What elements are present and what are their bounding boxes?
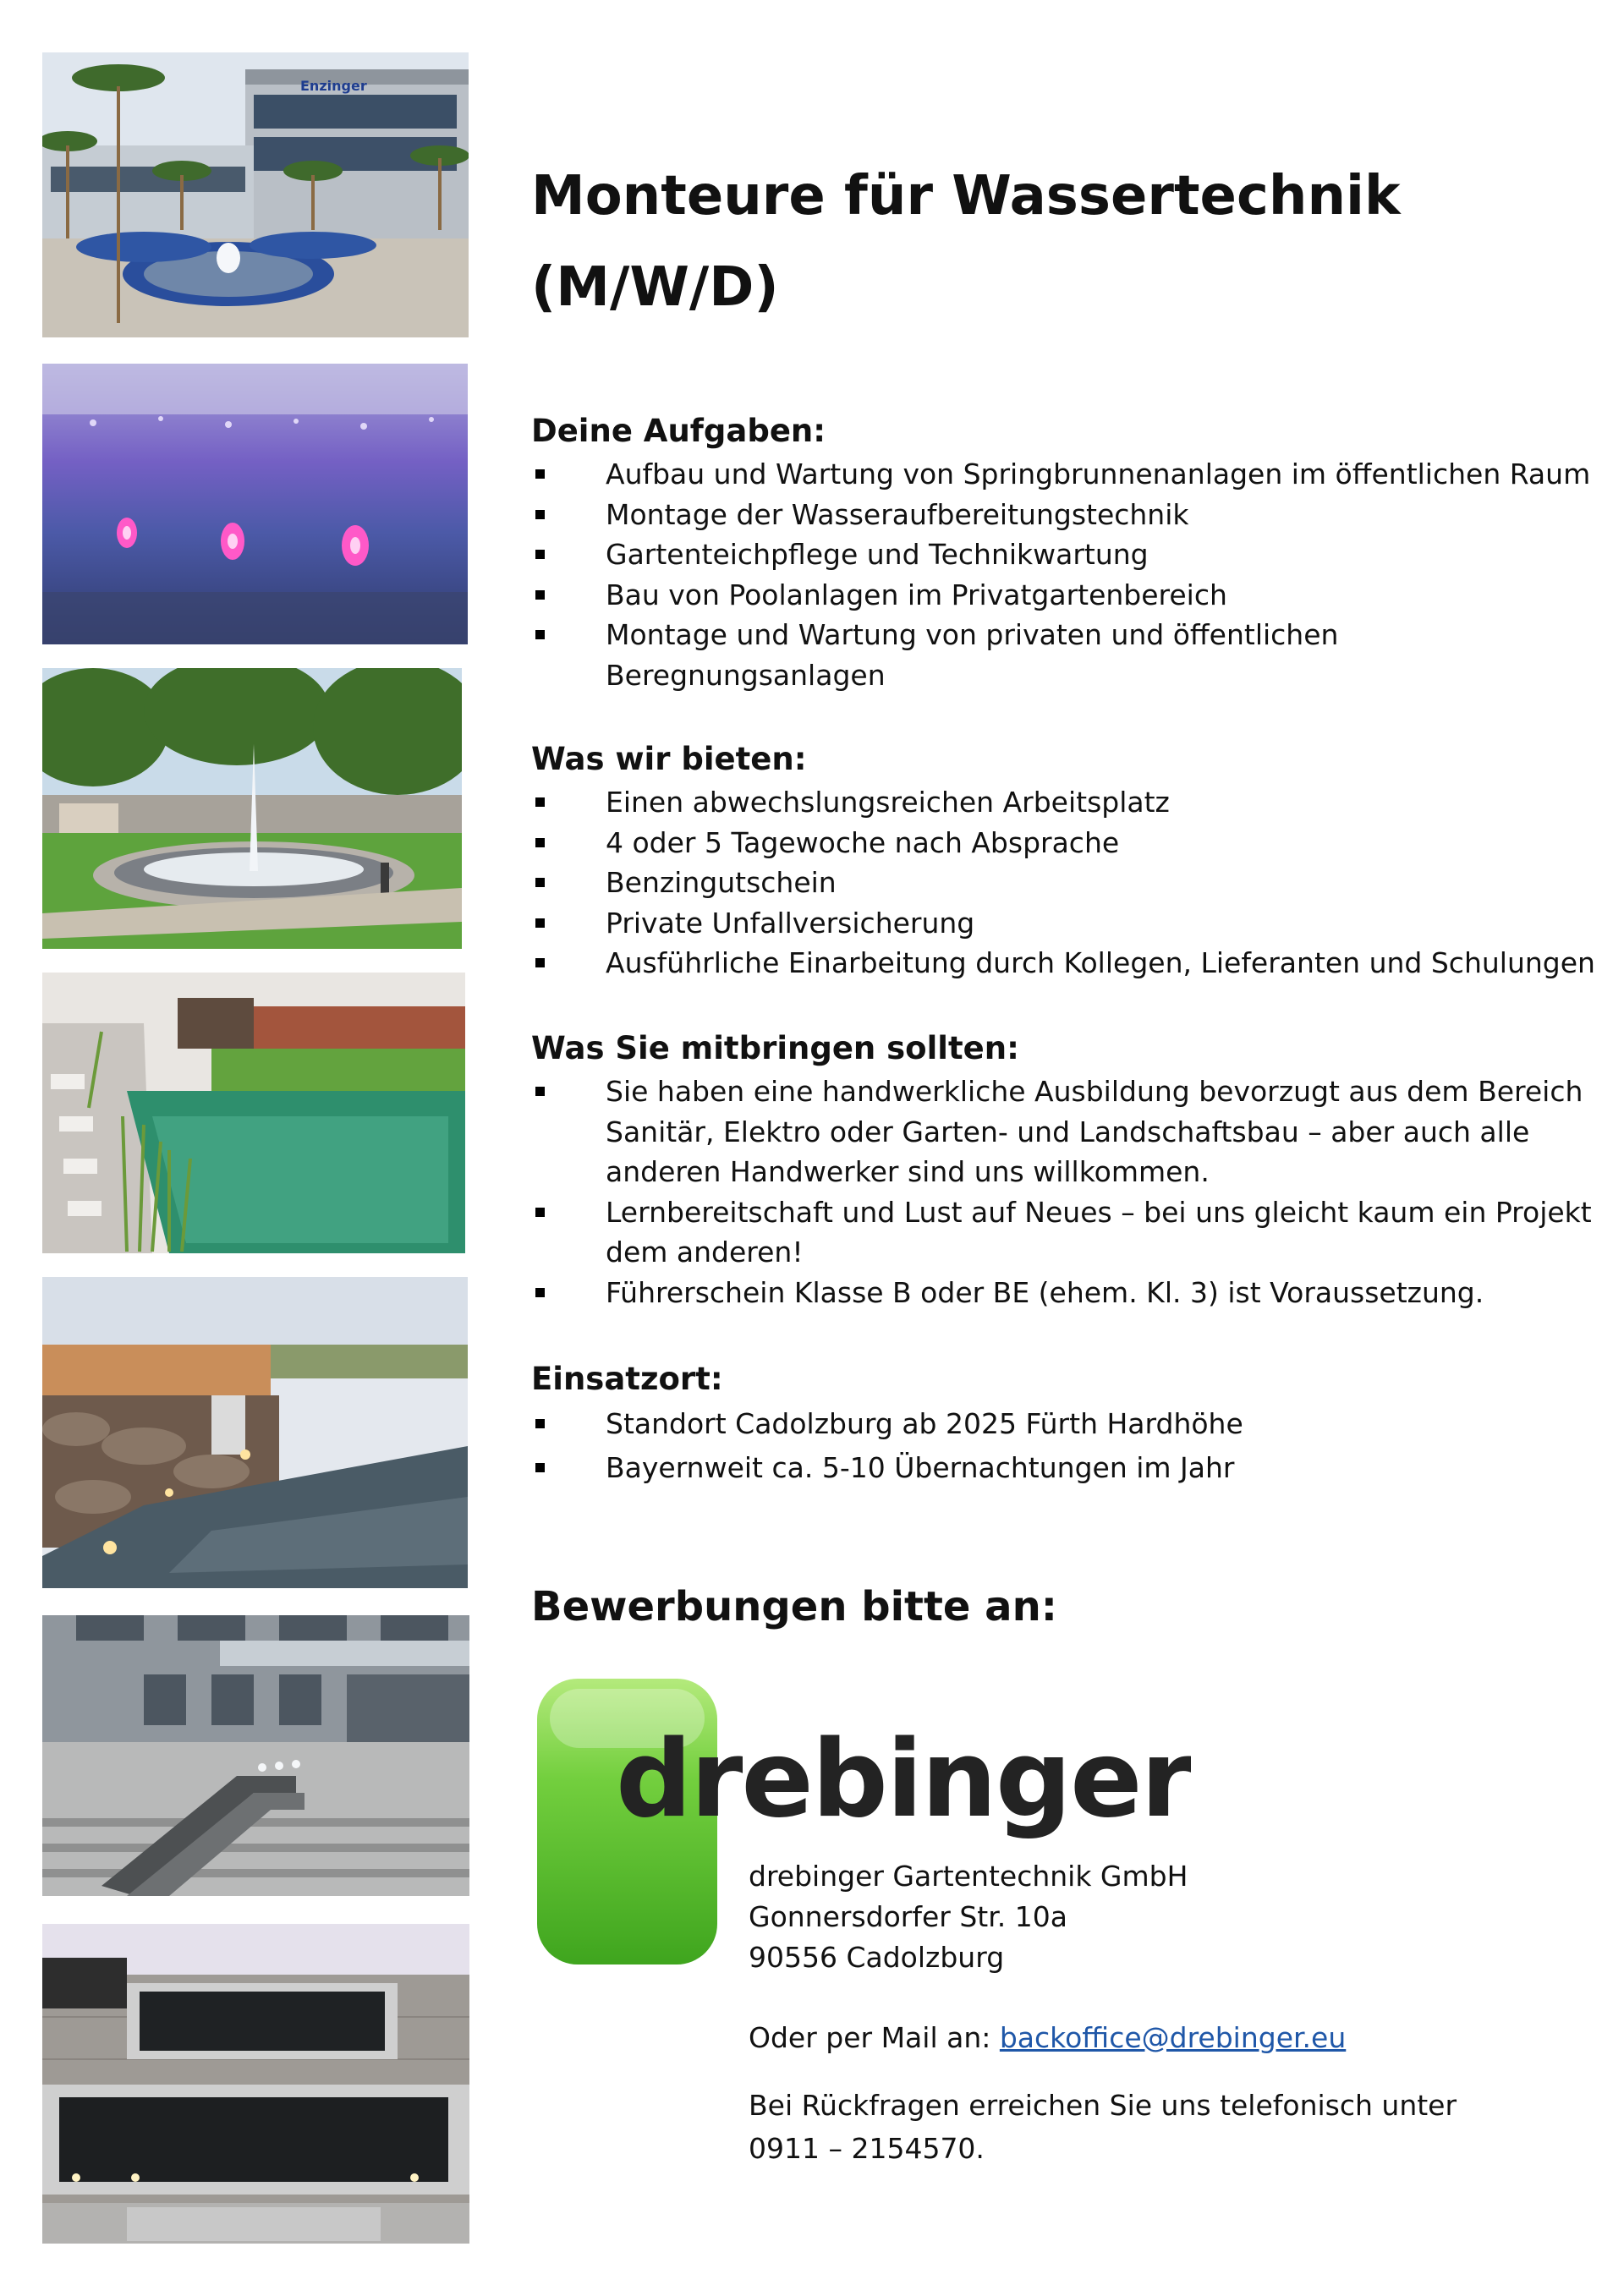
mail-line bbox=[749, 2018, 1346, 2058]
company-city: 90556 Cadolzburg bbox=[749, 1941, 1005, 1974]
photo-enzinger-building bbox=[42, 52, 469, 337]
bullet-icon bbox=[535, 918, 545, 928]
logo-wordmark: drebinger bbox=[616, 1717, 1191, 1841]
section-heading-tasks: Deine Aufgaben: bbox=[531, 413, 826, 449]
photo-park-fountain bbox=[42, 668, 462, 949]
bullet-icon bbox=[535, 469, 545, 479]
list-item: Bau von Poolanlagen im Privatgartenbereich bbox=[531, 575, 1597, 616]
phone-number: 0911 – 2154570. bbox=[749, 2132, 985, 2165]
section-offer bbox=[531, 737, 1597, 984]
photo-terrace-pools bbox=[42, 1924, 469, 2244]
list-item: Private Unfallversicherung bbox=[531, 903, 1597, 944]
mail-prefix: Oder per Mail an: bbox=[749, 2021, 1000, 2054]
bullet-icon bbox=[535, 1288, 545, 1297]
section-location bbox=[531, 1356, 1597, 1490]
photo-column bbox=[0, 0, 508, 2296]
job-title bbox=[531, 151, 1401, 333]
list-item: Montage der Wasseraufbereitungstechnik bbox=[531, 495, 1597, 535]
section-tasks bbox=[531, 408, 1597, 695]
company-street: Gonnersdorfer Str. 10a bbox=[749, 1900, 1067, 1933]
company-address bbox=[749, 1856, 1188, 1978]
photo-underwater-lights bbox=[42, 364, 468, 644]
bullet-icon bbox=[535, 1208, 545, 1217]
apply-heading: Bewerbungen bitte an: bbox=[531, 1583, 1057, 1630]
email-link[interactable]: backoffice@drebinger.eu bbox=[999, 2021, 1347, 2054]
list-item: Einen abwechslungsreichen Arbeitsplatz bbox=[531, 782, 1597, 823]
bullet-icon bbox=[535, 1419, 545, 1428]
list-item: Sie haben eine handwerkliche Ausbildung bevorzugt aus dem Bereich Sanitär, Elektro oder Garten- und Landschaftsbau – aber auch alle anderen Handwerker sind uns willkommen. bbox=[531, 1071, 1597, 1192]
bullet-icon bbox=[535, 630, 545, 639]
section-heading-requirements: Was Sie mitbringen sollten: bbox=[531, 1030, 1019, 1066]
bullet-icon bbox=[535, 958, 545, 967]
list-item: Benzingutschein bbox=[531, 863, 1597, 903]
bullet-icon bbox=[535, 510, 545, 519]
section-heading-offer: Was wir bieten: bbox=[531, 741, 807, 777]
section-heading-location: Einsatzort: bbox=[531, 1361, 723, 1397]
company-name: drebinger Gartentechnik GmbH bbox=[749, 1860, 1188, 1893]
job-title-line-1: Monteure für Wassertechnik bbox=[531, 165, 1401, 227]
phone-contact bbox=[749, 2084, 1457, 2170]
bullet-icon bbox=[535, 838, 545, 847]
list-item: 4 oder 5 Tagewoche nach Absprache bbox=[531, 823, 1597, 863]
building-sign: Enzinger bbox=[300, 78, 367, 94]
list-item: Aufbau und Wartung von Springbrunnenanlagen im öffentlichen Raum bbox=[531, 454, 1597, 495]
phone-intro: Bei Rückfragen erreichen Sie uns telefonisch unter bbox=[749, 2089, 1457, 2122]
bullet-icon bbox=[535, 797, 545, 807]
section-requirements bbox=[531, 1026, 1597, 1312]
bullet-icon bbox=[535, 1087, 545, 1096]
bullet-icon bbox=[535, 878, 545, 887]
photo-garden-pond bbox=[42, 973, 465, 1253]
photo-waterfall-pond bbox=[42, 1277, 468, 1588]
list-item: Montage und Wartung von privaten und öffentlichen Beregnungsanlagen bbox=[531, 615, 1597, 695]
list-item: Führerschein Klasse B oder BE (ehem. Kl. 3) ist Voraussetzung. bbox=[531, 1273, 1597, 1313]
bullet-icon bbox=[535, 550, 545, 559]
bullet-icon bbox=[535, 1463, 545, 1472]
list-item: Ausführliche Einarbeitung durch Kollegen, Lieferanten und Schulungen bbox=[531, 943, 1597, 984]
list-item: Lernbereitschaft und Lust auf Neues – bei uns gleicht kaum ein Projekt dem anderen! bbox=[531, 1192, 1597, 1273]
bullet-icon bbox=[535, 590, 545, 600]
list-item: Bayernweit ca. 5-10 Übernachtungen im Jahr bbox=[531, 1446, 1597, 1490]
list-item: Standort Cadolzburg ab 2025 Fürth Hardhöhe bbox=[531, 1402, 1597, 1446]
list-item: Gartenteichpflege und Technikwartung bbox=[531, 534, 1597, 575]
job-title-line-2: (M/W/D) bbox=[531, 256, 779, 319]
photo-water-steps bbox=[42, 1615, 469, 1896]
